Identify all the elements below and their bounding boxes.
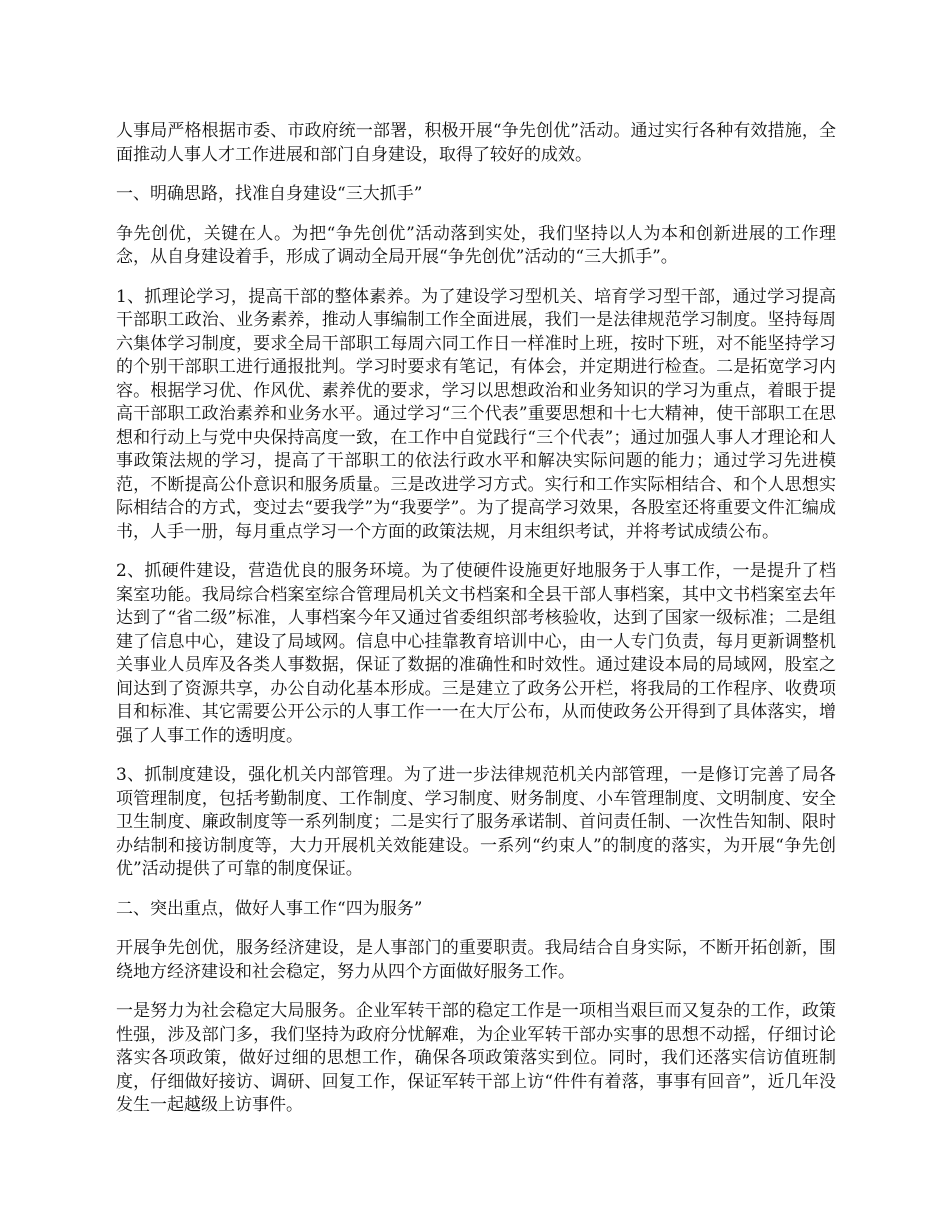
section-heading-2: 二、突出重点，做好人事工作“四为服务” [116,898,423,919]
document-page [116,120,836,1134]
body-paragraph: 开展争先创优，服务经济建设，是人事部门的重要职责。我局结合自身实际，不断开拓创新，围绕地方经济建设和社会稳定，努力从四个方面做好服务工作。 [116,938,836,982]
body-paragraph: 2、抓硬件建设，营造优良的服务环境。为了使硬件设施更好地服务于人事工作，一是提升了档案室功能。我局综合档案室综合管理局机关文书档案和全县干部人事档案，其中文书档案室去年达到了“省二级”标准，人事档案今年又通过省委组织部考核验收，达到了国家一级标准；二是组建了信息中心，建设了局域网。信息中心挂靠教育培训中心，由一人专门负责，每月更新调整机关事业人员库及各类人事数据，保证了数据的准确性和时效性。通过建设本局的局域网，股室之间达到了资源共享，办公自动化基本形成。三是建立了政务公开栏，将我局的工作程序、收费项目和标准、其它需要公开公示的人事工作一一在大厅公布，从而使政务公开得到了具体落实，增强了人事工作的透明度。 [116,561,836,746]
body-paragraph: 3、抓制度建设，强化机关内部管理。为了进一步法律规范机关内部管理，一是修订完善了局各项管理制度，包括考勤制度、工作制度、学习制度、财务制度、小车管理制度、文明制度、安全卫生制度、廉政制度等一系列制度；二是实行了服务承诺制、首问责任制、一次性告知制、限时办结制和接访制度等，大力开展机关效能建设。一系列“约束人”的制度的落实，为开展“争先创优”活动提供了可靠的制度保证。 [116,765,836,879]
body-paragraph: 争先创优，关键在人。为把“争先创优”活动落到实处，我们坚持以人为本和创新进展的工作理念，从自身建设着手，形成了调动全局开展“争先创优”活动的“三大抓手”。 [116,223,836,267]
intro-paragraph: 人事局严格根据市委、市政府统一部署，积极开展“争先创优”活动。通过实行各种有效措施，全面推动人事人才工作进展和部门自身建设，取得了较好的成效。 [116,121,836,165]
body-paragraph: 一是努力为社会稳定大局服务。企业军转干部的稳定工作是一项相当艰巨而又复杂的工作，政策性强，涉及部门多，我们坚持为政府分忧解难，为企业军转干部办实事的思想不动摇，仔细讨论落实各项政策，做好过细的思想工作，确保各项政策落实到位。同时，我们还落实信访值班制度，仔细做好接访、调研、回复工作，保证军转干部上访“件件有着落，事事有回音”，近几年没发生一起越级上访事件。 [116,1001,836,1115]
section-heading-1: 一、明确思路，找准自身建设“三大抓手” [116,184,423,204]
body-paragraph: 1、抓理论学习，提高干部的整体素养。为了建设学习型机关、培育学习型干部，通过学习提高干部职工政治、业务素养，推动人事编制工作全面进展，我们一是法律规范学习制度。坚持每周六集体学习制度，要求全局干部职工每周六同工作日一样准时上班，按时下班，对不能坚持学习的个别干部职工进行通报批判。学习时要求有笔记，有体会，并定期进行检查。二是拓宽学习内容。根据学习优、作风优、素养优的要求，学习以思想政治和业务知识的学习为重点，着眼于提高干部职工政治素养和业务水平。通过学习“三个代表”重要思想和十七大精神，使干部职工在思想和行动上与党中央保持高度一致，在工作中自觉践行“三个代表”；通过加强人事人才理论和人事政策法规的学习，提高了干部职工的依法行政水平和解决实际问题的能力；通过学习先进模范，不断提高公仆意识和服务质量。三是改进学习方式。实行和工作实际相结合、和个人思想实际相结合的方式，变过去“要我学”为“我要学”。为了提高学习效果，各股室还将重要文件汇编成书，人手一册，每月重点学习一个方面的政策法规，月末组织考试，并将考试成绩公布。 [116,286,836,542]
